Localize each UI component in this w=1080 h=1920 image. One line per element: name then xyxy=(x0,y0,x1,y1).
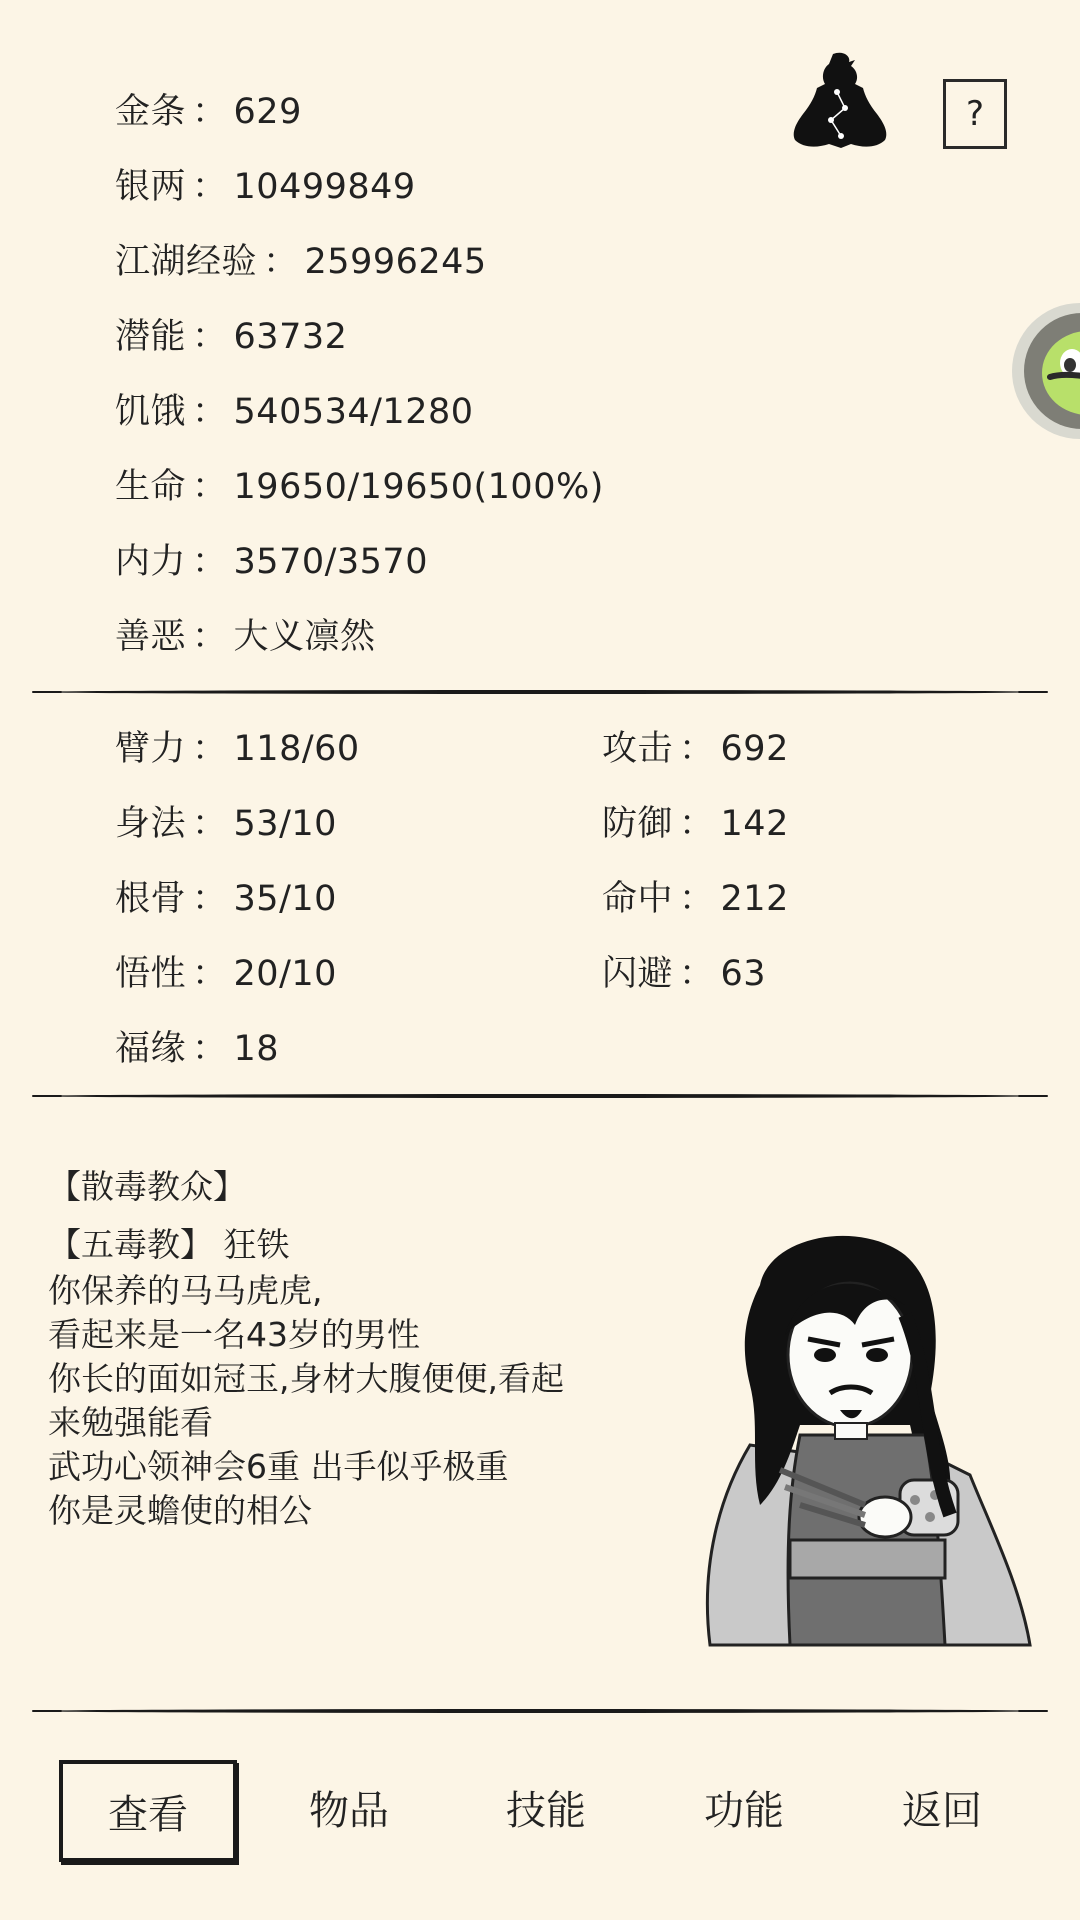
tab-functions[interactable]: 功能 xyxy=(704,1788,784,1834)
tab-view[interactable]: 查看 xyxy=(59,1760,237,1862)
stat-gold: 金条 ： 629 xyxy=(115,92,302,132)
attr-defense: 防御 ： 142 xyxy=(602,804,789,844)
character-faction-name: 【五毒教】 狂铁 xyxy=(48,1225,290,1264)
attr-constitution: 根骨 ： 35/10 xyxy=(115,879,337,919)
stat-health: 生命 ： 19650/19650(100%) xyxy=(115,467,604,507)
attr-agility: 身法 ： 53/10 xyxy=(115,804,337,844)
description-line: 你长的面如冠玉,身材大腹便便,看起 xyxy=(48,1359,564,1398)
stat-morality: 善恶 ： 大义凛然 xyxy=(115,617,376,657)
description-line: 武功心领神会6重 出手似乎极重 xyxy=(48,1447,509,1486)
attr-fortune: 福缘 ： 18 xyxy=(115,1029,280,1069)
divider xyxy=(38,690,1044,694)
bottom-tab-bar xyxy=(0,1748,1080,1868)
stat-inner-power: 内力 ： 3570/3570 xyxy=(115,542,428,582)
attr-dodge: 闪避 ： 63 xyxy=(602,954,767,994)
description-line: 看起来是一名43岁的男性 xyxy=(48,1315,420,1354)
divider xyxy=(38,1094,1044,1098)
description-line: 你是灵蟾使的相公 xyxy=(48,1491,312,1530)
attr-attack: 攻击 ： 692 xyxy=(602,729,789,769)
tab-skills[interactable]: 技能 xyxy=(506,1788,586,1834)
character-portrait xyxy=(690,1225,1045,1655)
meditating-figure-icon xyxy=(785,48,895,158)
stat-hunger: 饥饿 ： 540534/1280 xyxy=(115,392,474,432)
character-title: 【散毒教众】 xyxy=(48,1167,246,1206)
description-line: 你保养的马马虎虎, xyxy=(48,1271,323,1310)
attr-comprehension: 悟性 ： 20/10 xyxy=(115,954,337,994)
stat-silver: 银两 ： 10499849 xyxy=(115,167,416,207)
tab-back[interactable]: 返回 xyxy=(902,1788,982,1834)
green-blob-icon[interactable] xyxy=(1010,303,1080,439)
attr-strength: 臂力 ： 118/60 xyxy=(115,729,360,769)
tab-items[interactable]: 物品 xyxy=(309,1788,389,1834)
stat-experience: 江湖经验 ： 25996245 xyxy=(115,242,487,282)
attr-accuracy: 命中 ： 212 xyxy=(602,879,789,919)
divider xyxy=(38,1709,1044,1713)
description-line: 来勉强能看 xyxy=(48,1403,213,1442)
help-button[interactable]: ? xyxy=(943,79,1007,149)
stat-potential: 潜能 ： 63732 xyxy=(115,317,348,357)
